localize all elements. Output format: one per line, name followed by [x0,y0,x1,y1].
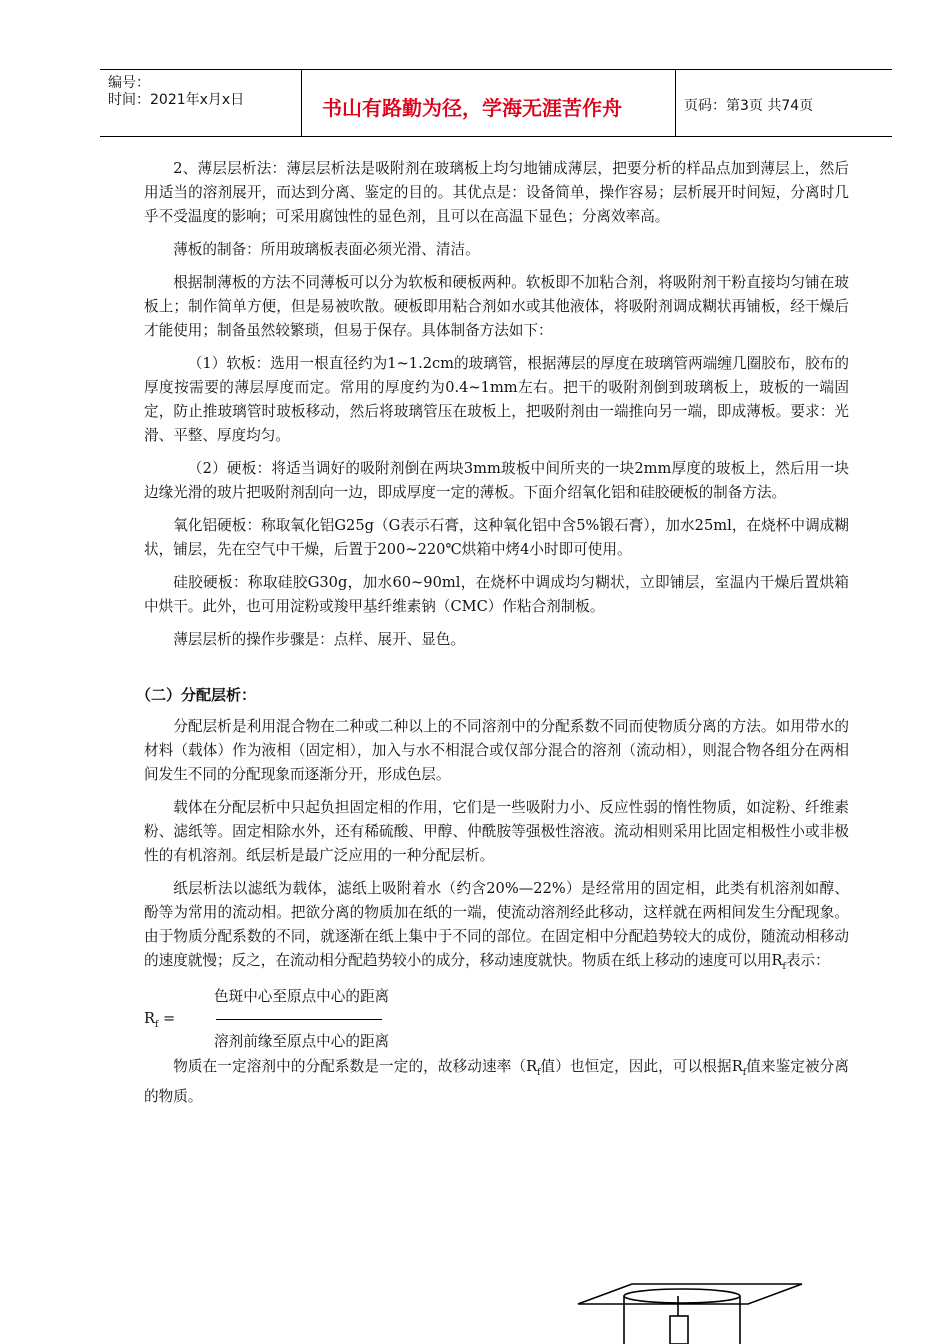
paragraph-alumina-plate: 氧化铝硬板：称取氧化铝G25g（G表示石膏，这种氧化铝中含5%锻石膏），加水25ml，在烧杯中调成糊状，铺层，先在空气中干燥，后置于200~220℃烘箱中烤4小时即可使用。 [144,517,849,558]
formula-lhs [144,1007,175,1037]
document-time: 时间：2021年x月x日 [108,92,245,108]
paragraph-carrier: 载体在分配层析中只起负担固定相的作用，它们是一些吸附力小、反应性弱的惰性物质，如淀粉、纤维素粉、滤纸等。固定相除水外，还有稀硫酸、甲醇、仲酰胺等强极性溶液。流动相则采用比固定相极性小或非极性的有机溶剂。纸层析是最广泛应用的一种分配层析。 [144,799,849,864]
formula-denominator: 溶剂前缘至原点中心的距离 [214,1032,390,1050]
formula-f-subscript: f [155,1019,159,1030]
fraction-bar [216,1019,382,1020]
document-header [100,69,892,137]
conclusion-part-c: 值来鉴定被分离的物质。 [144,1057,849,1105]
paragraph-plate-types: 根据制薄板的方法不同薄板可以分为软板和硬板两种。软板即不加粘合剂，将吸附剂干粉直接均匀铺在玻板上；制作简单方便，但是易被吹散。硬板即用粘合剂如水或其他液体，将吸附剂调成糊状再铺板，经干燥后才能使用；制备虽然较繁琐，但易于保存。具体制备方法如下： [144,274,849,339]
rf-formula [144,985,849,1051]
paper-chrom-text: 纸层析法以滤纸为载体，滤纸上吸附着水（约含20%—22%）是经常用的固定相，此类有机溶剂如醇、酚等为常用的流动相。把欲分离的物质加在纸的一端，使流动溶剂经此移动，这样就在两相间发生分配现象。由于物质分配系数的不同，就逐渐在纸上集中于不同的部位。在固定相中分配趋势较大的成份，随流动相移动的速度就慢；反之，在流动相分配趋势较小的成分，移动速度就快。物质在纸上移动的速度可以用R [144,880,849,969]
paragraph-hard-plate: （2）硬板：将适当调好的吸附剂倒在两块3mm玻板中间所夹的一块2mm厚度的玻板上，然后用一块边缘光滑的玻片把吸附剂刮向一边，即成厚度一定的薄板。下面介绍氧化铝和硅胶硬板的制备方法。 [144,460,849,501]
paragraph-silica-plate: 硅胶硬板：称取硅胶G30g，加水60~90ml，在烧杯中调成均匀糊状，立即铺层，室温内干燥后置烘箱中烘干。此外，也可用淀粉或羧甲基纤维素钠（CMC）作粘合剂制板。 [144,574,849,615]
paragraph-tlc-steps: 薄层层析的操作步骤是：点样、展开、显色。 [173,631,466,648]
section-heading: （二）分配层析： [136,686,257,704]
header-divider [301,70,302,136]
conclusion-subscript-1: f [537,1067,541,1078]
paragraph-plate-prep: 薄板的制备：所用玻璃板表面必须光滑、清洁。 [173,241,480,258]
formula-numerator: 色斑中心至原点中心的距离 [214,987,390,1005]
conclusion-subscript-2: f [742,1067,747,1078]
rf-subscript: f [782,961,786,972]
document-body [136,157,849,1118]
paragraph-conclusion [144,1055,849,1109]
paragraph-paper-chromatography [144,877,849,979]
conclusion-part-a: 物质在一定溶剂中的分配系数是一定的，故移动速率（R [173,1057,538,1075]
jar-rim [624,1289,740,1303]
paper-chrom-end: 表示： [785,952,830,969]
paper-strip [670,1316,688,1344]
header-motto: 书山有路勤为径，学海无涯苦作舟 [322,96,622,120]
document-number-label: 编号： [108,75,150,91]
formula-r: R [144,1009,155,1027]
chromatography-jar-illustration [570,1282,810,1344]
paragraph-soft-plate: （1）软板：选用一根直径约为1~1.2cm的玻璃管，根据薄层的厚度在玻璃管两端缠几圈胶布，胶布的厚度按需要的薄层厚度而定。常用的厚度约为0.4~1mm左右。把干的吸附剂倒到玻璃板上，玻板的一端固定，防止推玻璃管时玻板移动，然后将玻璃管压在玻板上，把吸附剂由一端推向另一端，即成薄板。要求：光滑、平整、厚度均匀。 [144,355,849,444]
paragraph-tlc-intro: 2、薄层层析法：薄层层析法是吸附剂在玻璃板上均匀地铺成薄层，把要分析的样品点加到薄层上，然后用适当的溶剂展开，而达到分离、鉴定的目的。其优点是：设备简单，操作容易；层析展开时间短，分离时几乎不受温度的影响；可采用腐蚀性的显色剂，且可以在高温下显色；分离效率高。 [144,160,849,225]
header-divider [675,70,676,136]
cover-plate [578,1284,802,1304]
header-meta [108,75,244,109]
formula-equals: = [158,1009,176,1027]
paragraph-partition-definition: 分配层析是利用混合物在二种或二种以上的不同溶剂中的分配系数不同而使物质分离的方法。如用带水的材料（载体）作为液相（固定相），加入与水不相混合或仅部分混合的溶剂（流动相），则混合物各组分在两相间发生不同的分配现象而逐渐分开，形成色层。 [144,718,849,783]
page-number-info: 页码：第3页 共74页 [684,98,814,114]
conclusion-part-b: 值）也恒定，因此，可以根据R [540,1057,743,1075]
